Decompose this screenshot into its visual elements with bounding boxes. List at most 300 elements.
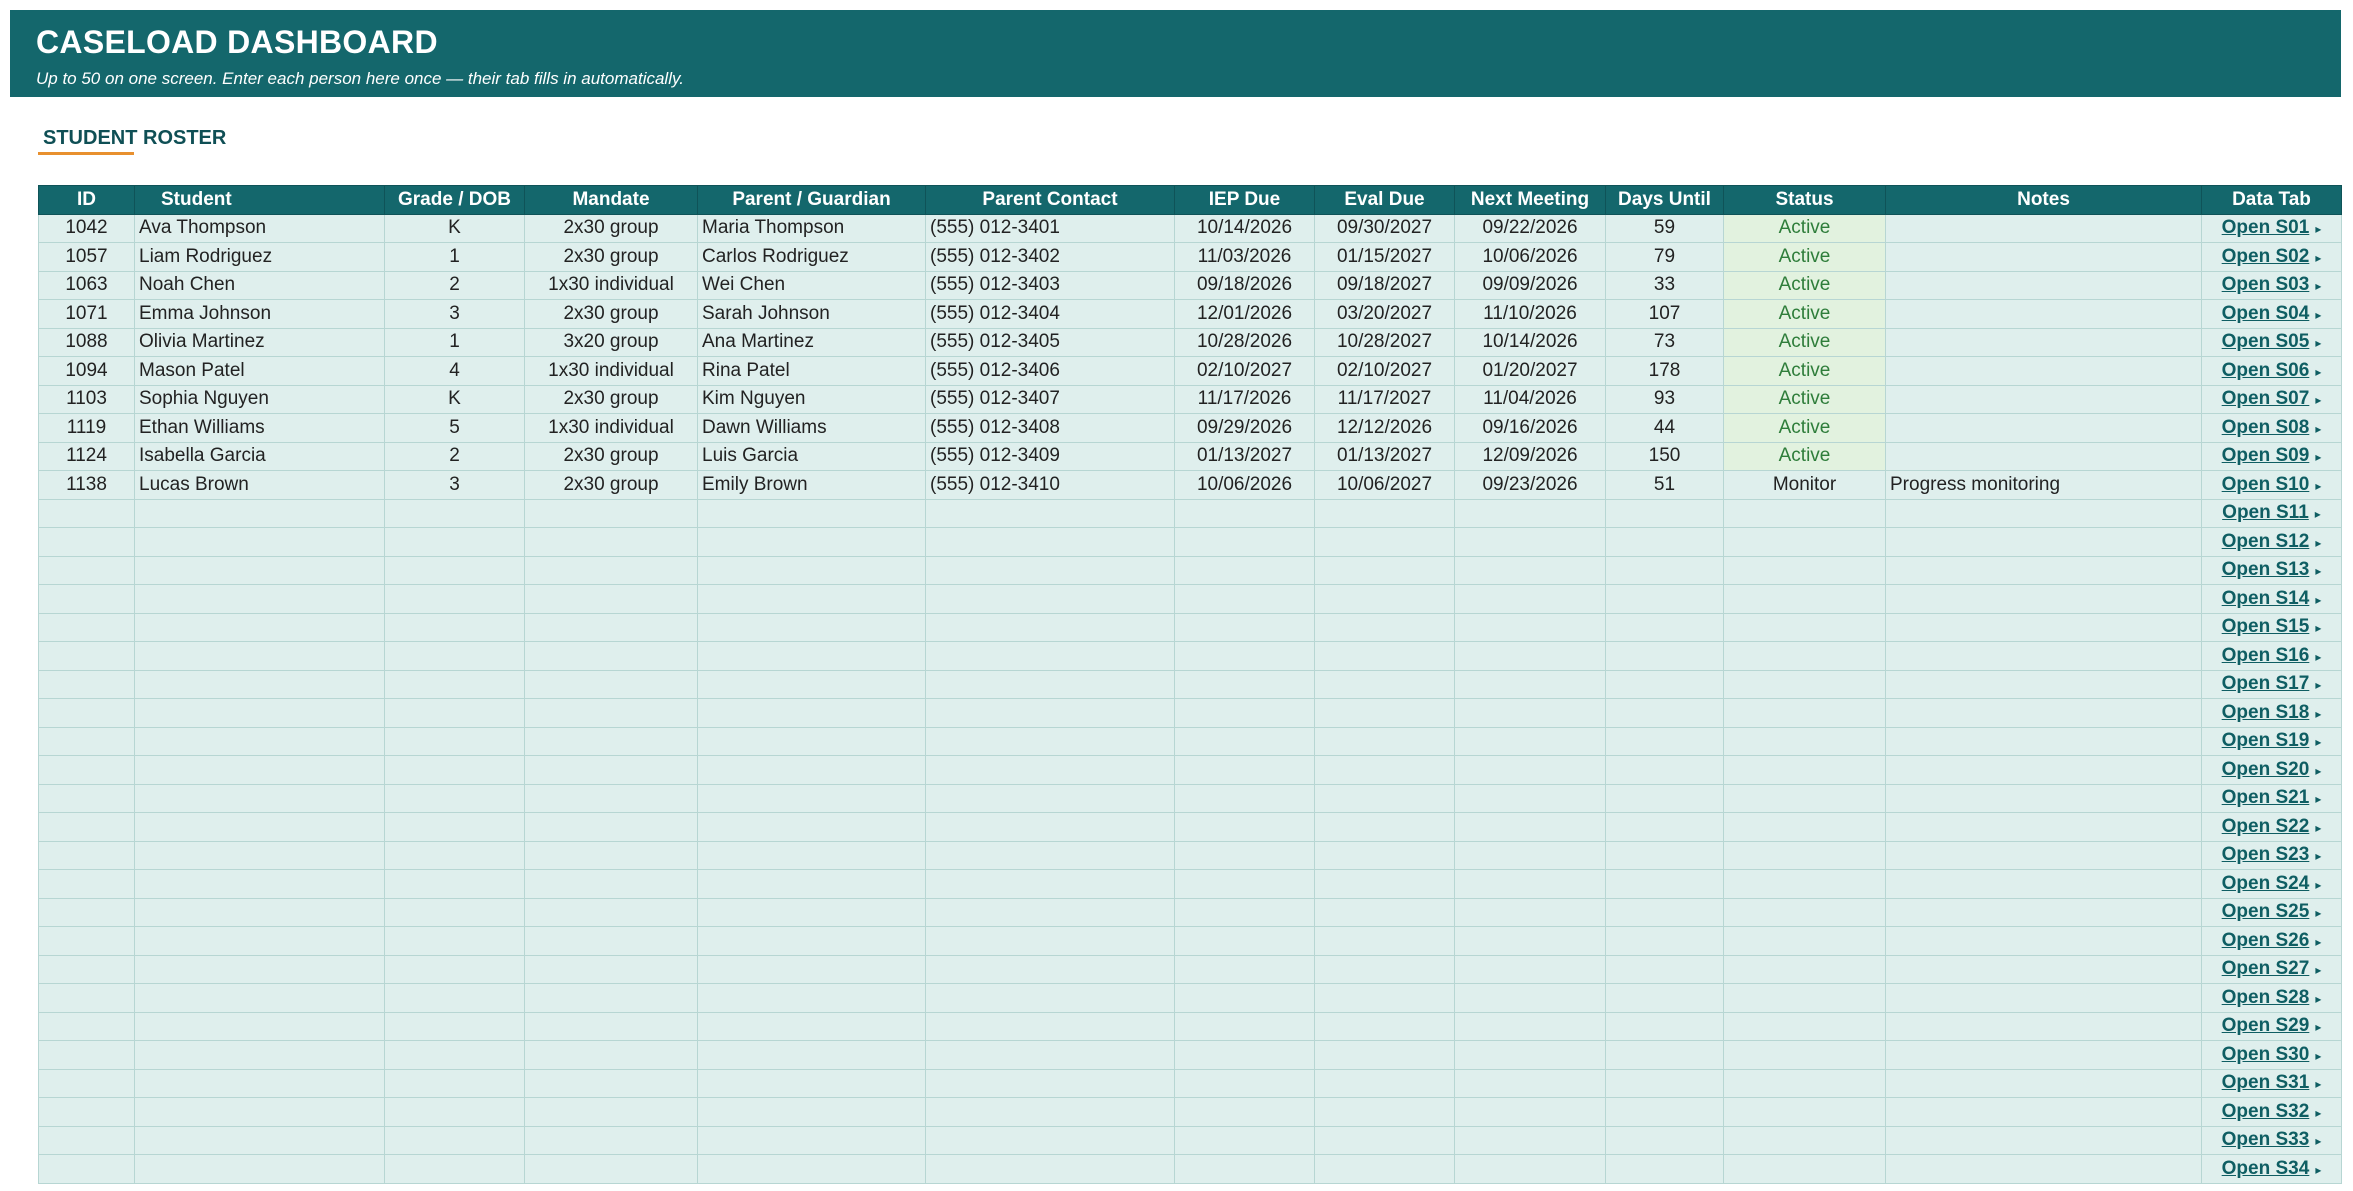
cell-status[interactable]: Active	[1724, 243, 1886, 272]
cell-next-meeting[interactable]: 09/09/2026	[1455, 271, 1606, 300]
open-tab-link[interactable]	[2222, 246, 2322, 267]
cell-mandate[interactable]: 2x30 group	[525, 243, 698, 272]
cell-student[interactable]	[135, 756, 385, 785]
cell-next-meeting[interactable]: 11/10/2026	[1455, 300, 1606, 329]
cell-grade[interactable]: 5	[385, 414, 525, 443]
cell-mandate[interactable]	[525, 784, 698, 813]
cell-id[interactable]: 1103	[39, 385, 135, 414]
cell-id[interactable]	[39, 984, 135, 1013]
cell-days-until[interactable]: 33	[1606, 271, 1724, 300]
cell-student[interactable]	[135, 585, 385, 614]
cell-student[interactable]	[135, 670, 385, 699]
cell-contact[interactable]	[926, 528, 1175, 557]
cell-next-meeting[interactable]	[1455, 927, 1606, 956]
cell-days-until[interactable]	[1606, 841, 1724, 870]
cell-student[interactable]: Sophia Nguyen	[135, 385, 385, 414]
cell-grade[interactable]	[385, 898, 525, 927]
cell-grade[interactable]	[385, 1155, 525, 1184]
cell-id[interactable]	[39, 1155, 135, 1184]
cell-grade[interactable]	[385, 1069, 525, 1098]
cell-notes[interactable]	[1886, 898, 2202, 927]
cell-status[interactable]	[1724, 955, 1886, 984]
cell-student[interactable]: Emma Johnson	[135, 300, 385, 329]
cell-id[interactable]	[39, 813, 135, 842]
cell-status[interactable]	[1724, 670, 1886, 699]
cell-next-meeting[interactable]: 09/16/2026	[1455, 414, 1606, 443]
cell-mandate[interactable]	[525, 699, 698, 728]
cell-guardian[interactable]	[698, 927, 926, 956]
cell-iep-due[interactable]	[1175, 984, 1315, 1013]
cell-days-until[interactable]: 79	[1606, 243, 1724, 272]
cell-iep-due[interactable]	[1175, 813, 1315, 842]
cell-mandate[interactable]	[525, 813, 698, 842]
cell-guardian[interactable]	[698, 756, 926, 785]
cell-id[interactable]	[39, 699, 135, 728]
cell-days-until[interactable]: 44	[1606, 414, 1724, 443]
cell-mandate[interactable]	[525, 1098, 698, 1127]
cell-iep-due[interactable]	[1175, 1126, 1315, 1155]
open-tab-link[interactable]	[2222, 388, 2322, 409]
cell-next-meeting[interactable]	[1455, 898, 1606, 927]
cell-iep-due[interactable]	[1175, 756, 1315, 785]
col-header-contact[interactable]: Parent Contact	[926, 186, 1175, 215]
cell-grade[interactable]	[385, 642, 525, 671]
cell-guardian[interactable]	[698, 642, 926, 671]
cell-notes[interactable]	[1886, 642, 2202, 671]
cell-id[interactable]	[39, 1012, 135, 1041]
cell-grade[interactable]: 1	[385, 328, 525, 357]
cell-notes[interactable]	[1886, 357, 2202, 386]
open-tab-link[interactable]	[2222, 930, 2322, 951]
cell-grade[interactable]	[385, 927, 525, 956]
cell-mandate[interactable]	[525, 1126, 698, 1155]
cell-status[interactable]	[1724, 927, 1886, 956]
open-tab-link[interactable]	[2222, 702, 2322, 723]
cell-days-until[interactable]	[1606, 870, 1724, 899]
cell-id[interactable]	[39, 955, 135, 984]
cell-notes[interactable]	[1886, 1155, 2202, 1184]
cell-notes[interactable]: Progress monitoring	[1886, 471, 2202, 500]
cell-mandate[interactable]: 1x30 individual	[525, 414, 698, 443]
cell-guardian[interactable]: Rina Patel	[698, 357, 926, 386]
cell-eval-due[interactable]	[1315, 585, 1455, 614]
cell-next-meeting[interactable]	[1455, 984, 1606, 1013]
cell-iep-due[interactable]	[1175, 955, 1315, 984]
cell-id[interactable]: 1042	[39, 214, 135, 243]
cell-days-until[interactable]	[1606, 699, 1724, 728]
cell-eval-due[interactable]	[1315, 1098, 1455, 1127]
cell-notes[interactable]	[1886, 756, 2202, 785]
cell-eval-due[interactable]	[1315, 670, 1455, 699]
cell-next-meeting[interactable]	[1455, 870, 1606, 899]
cell-status[interactable]	[1724, 499, 1886, 528]
cell-guardian[interactable]	[698, 499, 926, 528]
cell-eval-due[interactable]: 10/28/2027	[1315, 328, 1455, 357]
cell-notes[interactable]	[1886, 813, 2202, 842]
cell-student[interactable]	[135, 1155, 385, 1184]
open-tab-link[interactable]	[2222, 816, 2322, 837]
cell-days-until[interactable]: 59	[1606, 214, 1724, 243]
cell-status[interactable]	[1724, 784, 1886, 813]
cell-mandate[interactable]	[525, 727, 698, 756]
cell-guardian[interactable]: Kim Nguyen	[698, 385, 926, 414]
col-header-student[interactable]: Student	[135, 186, 385, 215]
cell-id[interactable]	[39, 528, 135, 557]
cell-student[interactable]	[135, 727, 385, 756]
cell-notes[interactable]	[1886, 528, 2202, 557]
cell-guardian[interactable]	[698, 699, 926, 728]
open-tab-link[interactable]	[2222, 531, 2322, 552]
cell-contact[interactable]	[926, 1155, 1175, 1184]
cell-guardian[interactable]	[698, 1069, 926, 1098]
cell-days-until[interactable]	[1606, 528, 1724, 557]
cell-iep-due[interactable]: 09/29/2026	[1175, 414, 1315, 443]
cell-eval-due[interactable]	[1315, 1155, 1455, 1184]
cell-contact[interactable]	[926, 642, 1175, 671]
cell-id[interactable]	[39, 613, 135, 642]
cell-next-meeting[interactable]: 11/04/2026	[1455, 385, 1606, 414]
cell-mandate[interactable]: 2x30 group	[525, 300, 698, 329]
cell-notes[interactable]	[1886, 699, 2202, 728]
cell-grade[interactable]	[385, 784, 525, 813]
cell-contact[interactable]: (555) 012-3410	[926, 471, 1175, 500]
cell-guardian[interactable]: Ana Martinez	[698, 328, 926, 357]
cell-status[interactable]	[1724, 984, 1886, 1013]
cell-next-meeting[interactable]	[1455, 528, 1606, 557]
cell-iep-due[interactable]	[1175, 1098, 1315, 1127]
cell-eval-due[interactable]: 09/30/2027	[1315, 214, 1455, 243]
cell-eval-due[interactable]	[1315, 984, 1455, 1013]
cell-grade[interactable]	[385, 556, 525, 585]
cell-eval-due[interactable]	[1315, 1012, 1455, 1041]
open-tab-link[interactable]	[2222, 502, 2321, 523]
cell-eval-due[interactable]: 03/20/2027	[1315, 300, 1455, 329]
cell-next-meeting[interactable]: 10/14/2026	[1455, 328, 1606, 357]
cell-iep-due[interactable]: 10/14/2026	[1175, 214, 1315, 243]
cell-notes[interactable]	[1886, 556, 2202, 585]
cell-guardian[interactable]: Luis Garcia	[698, 442, 926, 471]
open-tab-link[interactable]	[2222, 474, 2322, 495]
cell-mandate[interactable]	[525, 898, 698, 927]
cell-id[interactable]	[39, 556, 135, 585]
cell-id[interactable]: 1063	[39, 271, 135, 300]
open-tab-link[interactable]	[2222, 445, 2322, 466]
cell-status[interactable]: Active	[1724, 442, 1886, 471]
cell-notes[interactable]	[1886, 727, 2202, 756]
cell-grade[interactable]: K	[385, 385, 525, 414]
cell-student[interactable]	[135, 813, 385, 842]
cell-eval-due[interactable]	[1315, 499, 1455, 528]
cell-grade[interactable]	[385, 813, 525, 842]
cell-student[interactable]: Lucas Brown	[135, 471, 385, 500]
cell-notes[interactable]	[1886, 841, 2202, 870]
cell-mandate[interactable]: 2x30 group	[525, 214, 698, 243]
cell-notes[interactable]	[1886, 613, 2202, 642]
cell-days-until[interactable]: 73	[1606, 328, 1724, 357]
open-tab-link[interactable]	[2222, 987, 2322, 1008]
cell-guardian[interactable]	[698, 1155, 926, 1184]
cell-id[interactable]: 1138	[39, 471, 135, 500]
cell-days-until[interactable]	[1606, 784, 1724, 813]
open-tab-link[interactable]	[2222, 1044, 2322, 1065]
cell-mandate[interactable]	[525, 1069, 698, 1098]
open-tab-link[interactable]	[2222, 1158, 2322, 1179]
open-tab-link[interactable]	[2222, 730, 2322, 751]
cell-contact[interactable]	[926, 756, 1175, 785]
col-header-id[interactable]: ID	[39, 186, 135, 215]
cell-status[interactable]	[1724, 1012, 1886, 1041]
cell-days-until[interactable]: 93	[1606, 385, 1724, 414]
col-header-grade[interactable]: Grade / DOB	[385, 186, 525, 215]
cell-contact[interactable]	[926, 585, 1175, 614]
cell-status[interactable]	[1724, 756, 1886, 785]
cell-iep-due[interactable]	[1175, 870, 1315, 899]
cell-grade[interactable]: 2	[385, 442, 525, 471]
cell-id[interactable]: 1094	[39, 357, 135, 386]
cell-notes[interactable]	[1886, 1069, 2202, 1098]
cell-notes[interactable]	[1886, 499, 2202, 528]
cell-contact[interactable]	[926, 784, 1175, 813]
cell-days-until[interactable]	[1606, 727, 1724, 756]
cell-grade[interactable]: 4	[385, 357, 525, 386]
cell-eval-due[interactable]	[1315, 784, 1455, 813]
open-tab-link[interactable]	[2222, 1015, 2322, 1036]
cell-id[interactable]	[39, 670, 135, 699]
cell-days-until[interactable]: 150	[1606, 442, 1724, 471]
cell-id[interactable]	[39, 898, 135, 927]
cell-status[interactable]	[1724, 528, 1886, 557]
cell-status[interactable]: Active	[1724, 385, 1886, 414]
cell-grade[interactable]	[385, 955, 525, 984]
cell-student[interactable]: Mason Patel	[135, 357, 385, 386]
open-tab-link[interactable]	[2222, 844, 2322, 865]
cell-contact[interactable]	[926, 984, 1175, 1013]
cell-student[interactable]	[135, 870, 385, 899]
cell-iep-due[interactable]	[1175, 556, 1315, 585]
open-tab-link[interactable]	[2222, 616, 2322, 637]
cell-notes[interactable]	[1886, 870, 2202, 899]
cell-student[interactable]	[135, 613, 385, 642]
cell-id[interactable]	[39, 727, 135, 756]
cell-student[interactable]	[135, 955, 385, 984]
open-tab-link[interactable]	[2222, 673, 2322, 694]
cell-notes[interactable]	[1886, 585, 2202, 614]
cell-mandate[interactable]: 1x30 individual	[525, 357, 698, 386]
cell-next-meeting[interactable]	[1455, 1155, 1606, 1184]
cell-guardian[interactable]: Maria Thompson	[698, 214, 926, 243]
cell-guardian[interactable]	[698, 898, 926, 927]
cell-iep-due[interactable]	[1175, 1155, 1315, 1184]
cell-guardian[interactable]	[698, 1012, 926, 1041]
cell-notes[interactable]	[1886, 442, 2202, 471]
open-tab-link[interactable]	[2222, 331, 2322, 352]
open-tab-link[interactable]	[2222, 901, 2322, 922]
cell-guardian[interactable]	[698, 528, 926, 557]
open-tab-link[interactable]	[2222, 217, 2322, 238]
cell-id[interactable]	[39, 1069, 135, 1098]
cell-student[interactable]	[135, 1041, 385, 1070]
cell-student[interactable]: Ethan Williams	[135, 414, 385, 443]
cell-grade[interactable]: 2	[385, 271, 525, 300]
cell-eval-due[interactable]: 12/12/2026	[1315, 414, 1455, 443]
cell-status[interactable]: Monitor	[1724, 471, 1886, 500]
cell-next-meeting[interactable]	[1455, 699, 1606, 728]
cell-iep-due[interactable]	[1175, 642, 1315, 671]
cell-student[interactable]	[135, 1126, 385, 1155]
cell-student[interactable]	[135, 642, 385, 671]
cell-days-until[interactable]	[1606, 613, 1724, 642]
cell-status[interactable]	[1724, 870, 1886, 899]
cell-guardian[interactable]	[698, 670, 926, 699]
cell-contact[interactable]	[926, 727, 1175, 756]
cell-iep-due[interactable]	[1175, 841, 1315, 870]
cell-status[interactable]	[1724, 642, 1886, 671]
cell-guardian[interactable]	[698, 727, 926, 756]
open-tab-link[interactable]	[2222, 873, 2322, 894]
cell-eval-due[interactable]	[1315, 898, 1455, 927]
cell-status[interactable]: Active	[1724, 271, 1886, 300]
cell-id[interactable]	[39, 1098, 135, 1127]
cell-eval-due[interactable]	[1315, 699, 1455, 728]
cell-days-until[interactable]	[1606, 670, 1724, 699]
cell-iep-due[interactable]: 01/13/2027	[1175, 442, 1315, 471]
cell-status[interactable]	[1724, 1069, 1886, 1098]
cell-days-until[interactable]	[1606, 813, 1724, 842]
cell-iep-due[interactable]: 11/17/2026	[1175, 385, 1315, 414]
cell-grade[interactable]	[385, 841, 525, 870]
cell-iep-due[interactable]	[1175, 727, 1315, 756]
cell-eval-due[interactable]	[1315, 927, 1455, 956]
cell-student[interactable]	[135, 528, 385, 557]
cell-iep-due[interactable]: 10/06/2026	[1175, 471, 1315, 500]
cell-status[interactable]: Active	[1724, 357, 1886, 386]
cell-mandate[interactable]: 2x30 group	[525, 385, 698, 414]
cell-guardian[interactable]	[698, 1041, 926, 1070]
cell-next-meeting[interactable]: 01/20/2027	[1455, 357, 1606, 386]
cell-grade[interactable]	[385, 870, 525, 899]
cell-guardian[interactable]: Emily Brown	[698, 471, 926, 500]
cell-id[interactable]: 1057	[39, 243, 135, 272]
cell-id[interactable]	[39, 1126, 135, 1155]
cell-eval-due[interactable]	[1315, 1041, 1455, 1070]
cell-iep-due[interactable]	[1175, 1012, 1315, 1041]
cell-next-meeting[interactable]	[1455, 556, 1606, 585]
cell-student[interactable]: Ava Thompson	[135, 214, 385, 243]
cell-id[interactable]	[39, 756, 135, 785]
cell-status[interactable]	[1724, 727, 1886, 756]
cell-student[interactable]	[135, 1069, 385, 1098]
cell-iep-due[interactable]: 12/01/2026	[1175, 300, 1315, 329]
cell-notes[interactable]	[1886, 927, 2202, 956]
cell-contact[interactable]	[926, 1069, 1175, 1098]
cell-grade[interactable]: 3	[385, 471, 525, 500]
cell-notes[interactable]	[1886, 414, 2202, 443]
cell-guardian[interactable]	[698, 955, 926, 984]
cell-iep-due[interactable]	[1175, 784, 1315, 813]
cell-mandate[interactable]	[525, 670, 698, 699]
cell-status[interactable]	[1724, 1155, 1886, 1184]
cell-id[interactable]: 1119	[39, 414, 135, 443]
cell-eval-due[interactable]	[1315, 613, 1455, 642]
cell-contact[interactable]	[926, 813, 1175, 842]
cell-student[interactable]	[135, 1098, 385, 1127]
cell-contact[interactable]	[926, 613, 1175, 642]
cell-contact[interactable]	[926, 499, 1175, 528]
cell-mandate[interactable]	[525, 1041, 698, 1070]
cell-student[interactable]	[135, 898, 385, 927]
cell-id[interactable]	[39, 585, 135, 614]
cell-iep-due[interactable]	[1175, 613, 1315, 642]
cell-next-meeting[interactable]	[1455, 1098, 1606, 1127]
cell-guardian[interactable]	[698, 984, 926, 1013]
cell-mandate[interactable]	[525, 955, 698, 984]
cell-grade[interactable]	[385, 499, 525, 528]
cell-guardian[interactable]	[698, 784, 926, 813]
cell-mandate[interactable]	[525, 1155, 698, 1184]
cell-guardian[interactable]	[698, 556, 926, 585]
cell-status[interactable]: Active	[1724, 328, 1886, 357]
cell-next-meeting[interactable]	[1455, 1012, 1606, 1041]
cell-contact[interactable]	[926, 556, 1175, 585]
cell-guardian[interactable]	[698, 1098, 926, 1127]
cell-student[interactable]: Noah Chen	[135, 271, 385, 300]
cell-student[interactable]	[135, 499, 385, 528]
cell-guardian[interactable]	[698, 585, 926, 614]
cell-contact[interactable]	[926, 841, 1175, 870]
col-header-data-tab[interactable]: Data Tab	[2202, 186, 2342, 215]
open-tab-link[interactable]	[2222, 759, 2322, 780]
cell-contact[interactable]: (555) 012-3408	[926, 414, 1175, 443]
cell-grade[interactable]	[385, 670, 525, 699]
cell-days-until[interactable]: 178	[1606, 357, 1724, 386]
cell-status[interactable]	[1724, 1126, 1886, 1155]
cell-notes[interactable]	[1886, 300, 2202, 329]
cell-guardian[interactable]	[698, 813, 926, 842]
cell-status[interactable]: Active	[1724, 214, 1886, 243]
cell-next-meeting[interactable]	[1455, 1126, 1606, 1155]
cell-contact[interactable]	[926, 955, 1175, 984]
open-tab-link[interactable]	[2222, 1101, 2322, 1122]
cell-guardian[interactable]	[698, 613, 926, 642]
cell-days-until[interactable]	[1606, 984, 1724, 1013]
cell-notes[interactable]	[1886, 784, 2202, 813]
cell-status[interactable]	[1724, 813, 1886, 842]
cell-id[interactable]: 1088	[39, 328, 135, 357]
cell-status[interactable]	[1724, 1041, 1886, 1070]
cell-next-meeting[interactable]: 12/09/2026	[1455, 442, 1606, 471]
open-tab-link[interactable]	[2222, 303, 2322, 324]
cell-eval-due[interactable]: 01/15/2027	[1315, 243, 1455, 272]
cell-contact[interactable]	[926, 870, 1175, 899]
cell-student[interactable]: Liam Rodriguez	[135, 243, 385, 272]
cell-eval-due[interactable]	[1315, 1126, 1455, 1155]
cell-mandate[interactable]	[525, 556, 698, 585]
cell-notes[interactable]	[1886, 1012, 2202, 1041]
cell-iep-due[interactable]: 02/10/2027	[1175, 357, 1315, 386]
open-tab-link[interactable]	[2222, 588, 2322, 609]
cell-days-until[interactable]: 107	[1606, 300, 1724, 329]
cell-mandate[interactable]	[525, 1012, 698, 1041]
cell-grade[interactable]	[385, 1041, 525, 1070]
cell-iep-due[interactable]: 11/03/2026	[1175, 243, 1315, 272]
cell-iep-due[interactable]	[1175, 699, 1315, 728]
cell-eval-due[interactable]	[1315, 955, 1455, 984]
cell-grade[interactable]: 3	[385, 300, 525, 329]
cell-mandate[interactable]	[525, 642, 698, 671]
cell-grade[interactable]	[385, 585, 525, 614]
cell-days-until[interactable]	[1606, 1041, 1724, 1070]
cell-grade[interactable]: K	[385, 214, 525, 243]
